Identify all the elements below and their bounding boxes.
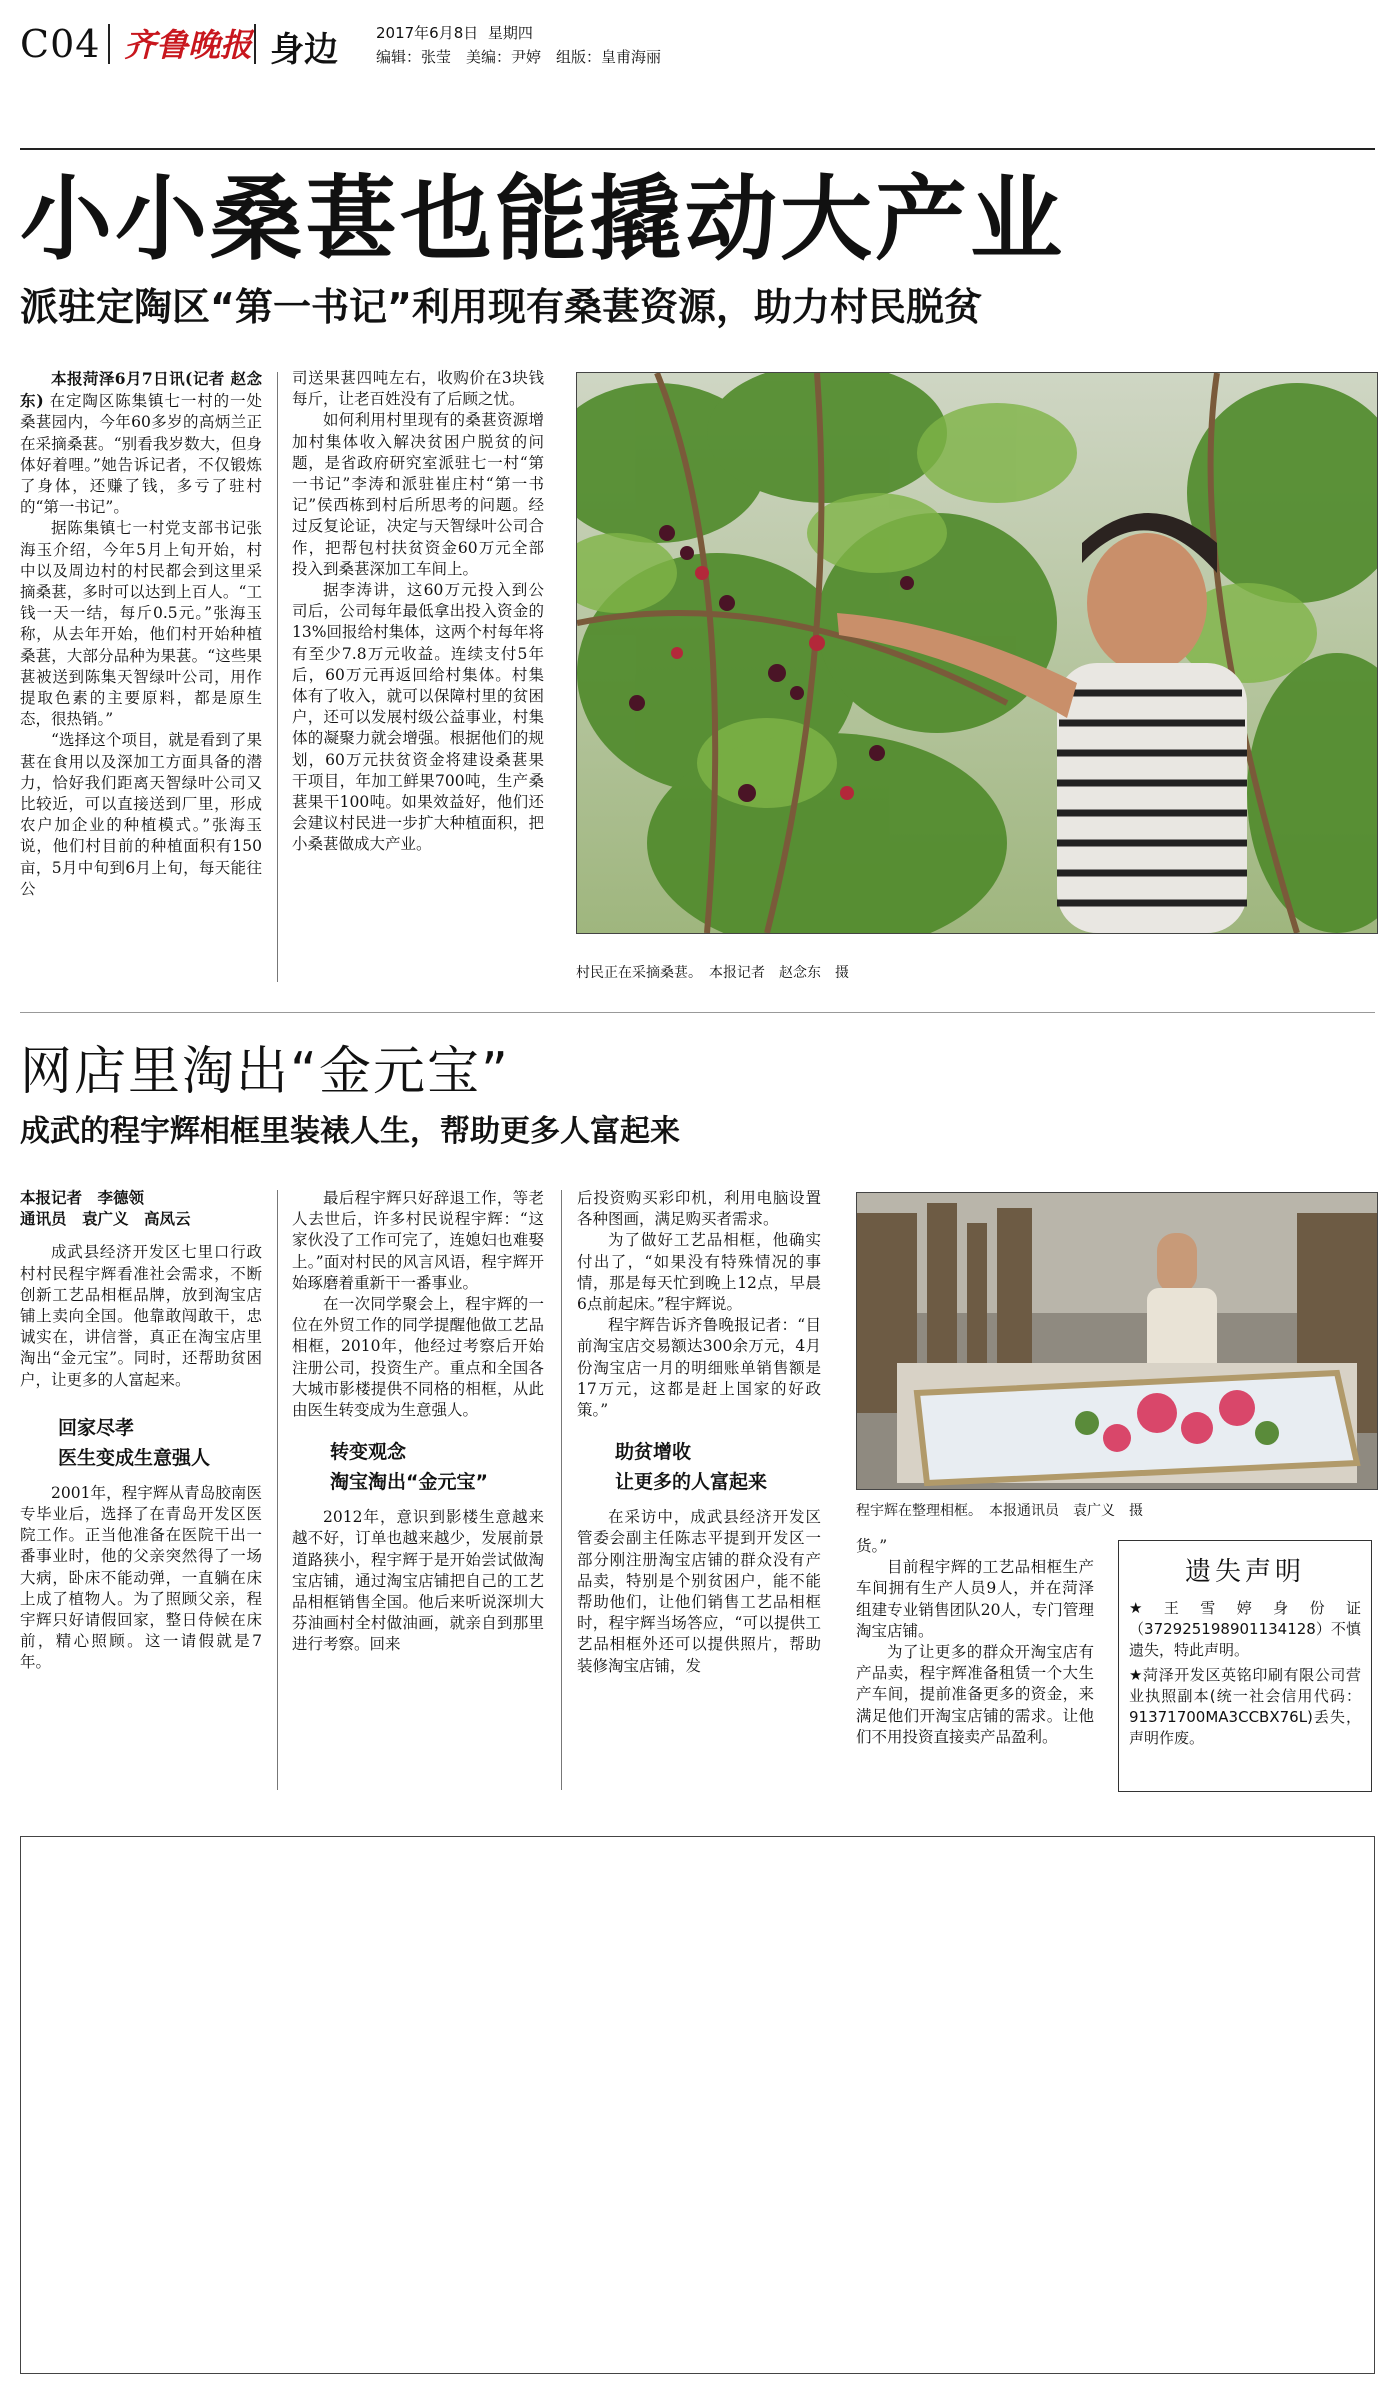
paper-logo: 齐鲁晚报 — [124, 26, 253, 64]
article1-para: 据李涛讲，这60万元投入到公司后，公司每年最低拿出投入资金的13%回报给村集体，这两个村每年将有至少7.8万元收益。连续支付5年后，60万元再返回给村集体。村集体有了收入，就可以保障村里的贫困户，还可以发展村级公益事业，村集体的凝聚力就会增强。根据他们的规划，60万元扶贫资金将建设桑葚果干项目，年加工鲜果700吨，生产桑葚果干100吨。如果效益好，他们还会建议村民进一步扩大种植面积，把小桑葚做成大产业。 — [292, 581, 544, 854]
page-number: C04 — [20, 22, 101, 66]
blank-ad-area — [20, 1836, 1375, 2374]
section1-subtitle: 医生变成生意强人 — [58, 1446, 211, 1469]
article1-para: 据陈集镇七一村党支部书记张海玉介绍，今年5月上旬开始，村中以及周边村的村民都会到这里采摘桑葚，多时可以达到上百人。“工钱一天一结，每斤0.5元。”张海玉称，从去年开始，他们村开始种植桑葚，大部分品种为果葚。“这些果葚被送到陈集天智绿叶公司，用作提取色素的主要原料，都是原生态，很热销。” — [20, 519, 262, 729]
article2-para: 后投资购买彩印机，利用电脑设置各种图画，满足购买者需求。 — [577, 1189, 821, 1229]
issue-date — [376, 22, 533, 43]
frame-workshop-photo-caption: 程宇辉在整理相框。 本报通讯员 袁广义 摄 — [856, 1503, 1143, 1519]
article1-para: 司送果葚四吨左右，收购价在3块钱每斤，让老百姓没有了后顾之忧。 — [292, 369, 544, 409]
byline-reporter: 本报记者 李德领 — [20, 1189, 145, 1207]
article2-para: 程宇辉告诉齐鲁晚报记者：“目前淘宝店交易额达300余万元，4月份淘宝店一月的明细账单销售额是17万元，这都是赶上国家的好政策。” — [577, 1316, 821, 1420]
article2-col2 — [292, 1188, 544, 1656]
section1-title: 回家尽孝 — [58, 1416, 135, 1439]
column-rule — [277, 372, 278, 982]
dateline: 本报菏泽6月7日讯(记者 赵念东) — [20, 369, 262, 411]
article1-col2 — [292, 368, 544, 856]
article1-para: 如何利用村里现有的桑葚资源增加村集体收入解决贫困户脱贫的问题，是省政府研究室派驻七一村“第一书记”李涛和派驻崔庄村“第一书记”侯西栋到村后所思考的问题。经过反复论证，决定与天智绿叶公司合作，把帮包村扶贫资金60万元全部投入到桑葚深加工车间上。 — [292, 411, 544, 578]
article2-para: 最后程宇辉只好辞退工作，等老人去世后，许多村民说程宇辉：“这家伙没了工作可完了，连媳妇也难娶上。”面对村民的风言风语，程宇辉开始琢磨着重新干一番事业。 — [292, 1189, 544, 1292]
frame-workshop-photo — [856, 1192, 1378, 1490]
article2-para: 货。” — [856, 1537, 888, 1555]
article2-col1 — [20, 1188, 262, 1674]
article-separator — [20, 1012, 1375, 1013]
weekday-text: 星期四 — [487, 24, 533, 42]
article2-para: 为了做好工艺品相框，他确实付出了，“如果没有特殊情况的事情，那是每天忙到晚上12点，早晨6点前起床。”程宇辉说。 — [577, 1231, 821, 1314]
header-rule — [20, 148, 1375, 150]
article1-para: “选择这个项目，就是看到了果葚在食用以及深加工方面具备的潜力，恰好我们距离天智绿叶公司又比较近，可以直接送到厂里，形成农户加企业的种植模式。”张海玉说，他们村目前的种植面积有150亩，5月中旬到6月上旬，每天能往公 — [20, 731, 262, 898]
article1-headline: 小小桑葚也能撬动大产业 — [20, 166, 1066, 273]
article2-subheadline: 成武的程宇辉相框里装裱人生，帮助更多人富起来 — [20, 1114, 680, 1149]
section1-text: 2001年，程宇辉从青岛胶南医专毕业后，选择了在青岛开发区医院工作。正当他准备在医院干出一番事业时，他的父亲突然得了一场大病，卧床不能动弹，一直躺在床上成了植物人。为了照顾父亲，程宇辉只好请假回家，整日侍候在床前，精心照顾。这一请假就是7年。 — [20, 1483, 262, 1672]
section3-title: 助贫增收 — [615, 1441, 692, 1464]
masthead-divider-2 — [254, 24, 256, 64]
column-rule — [561, 1190, 562, 1790]
editor-credits: 编辑：张莹 美编：尹婷 组版：皇甫海丽 — [376, 48, 662, 66]
section-name: 身边 — [270, 30, 338, 70]
section2-title: 转变观念 — [330, 1441, 407, 1464]
article2-intro: 成武县经济开发区七里口行政村村民程宇辉看准社会需求，不断创新工艺品相框品牌，放到淘宝店铺上卖向全国。他靠敢闯敢干，忠诚实在，讲信誉，真正在淘宝店里淘出“金元宝”。同时，还帮助贫困户，让更多的人富起来。 — [20, 1243, 262, 1389]
section2-text: 2012年，意识到影楼生意越来越不好，订单也越来越少，发展前景道路狭小，程宇辉于是开始尝试做淘宝店铺，通过淘宝店铺把自己的工艺品相框销售全国。他后来听说深圳大芬油画村全村做油画，就亲自到那里进行考察。回来 — [292, 1508, 544, 1654]
article2-para: 在一次同学聚会上，程宇辉的一位在外贸工作的同学提醒他做工艺品相框，2010年，他经过考察后开始注册公司，投资生产。重点和全国各大城市影楼提供不同格的相框，从此由医生转变成为生意强人。 — [292, 1295, 544, 1420]
article2-para: 目前程宇辉的工艺品相框生产车间拥有生产人员9人，并在菏泽组建专业销售团队20人，专门管理淘宝店铺。 — [856, 1558, 1094, 1640]
lost-notice-item: ★菏泽开发区英铭印刷有限公司营业执照副本(统一社会信用代码：91371700MA3CCBX76L)丢失，声明作废。 — [1129, 1666, 1361, 1747]
mulberry-photo-caption: 村民正在采摘桑葚。 本报记者 赵念东 摄 — [576, 965, 849, 981]
article2-para: 为了让更多的群众开淘宝店有产品卖，程宇辉准备租赁一个大生产车间，提前准备更多的资金，来满足他们开淘宝店铺的需求。让他们不用投资直接卖产品盈利。 — [856, 1643, 1094, 1746]
article2-col3 — [577, 1188, 821, 1677]
lost-notice-title: 遗失声明 — [1184, 1557, 1305, 1587]
frame-workshop-photo-art — [857, 1193, 1377, 1489]
section2-subtitle: 淘宝淘出“金元宝” — [330, 1471, 488, 1494]
byline-correspondent: 通讯员 袁广义 高凤云 — [20, 1210, 191, 1229]
article1-para: 本报菏泽6月7日讯(记者 赵念东) 在定陶区陈集镇七一村的一处桑葚园内，今年60多岁的高炳兰正在采摘桑葚。“别看我岁数大，但身体好着哩。”她告诉记者，不仅锻炼了身体，还赚了钱，多亏了驻村的“第一书记”。 — [20, 369, 262, 517]
date-text: 2017年6月8日 — [376, 24, 479, 42]
masthead-divider-1 — [108, 24, 110, 64]
section3-text: 在采访中，成武县经济开发区管委会副主任陈志平提到开发区一部分刚注册淘宝店铺的群众没有产品卖，特别是个别贫困户，能不能帮助他们，让他们销售工艺品相框时，程宇辉当场答应，“可以提供工艺品相框外还可以提供照片，帮助装修淘宝店铺，发 — [577, 1508, 821, 1675]
mulberry-photo — [576, 372, 1378, 934]
article1-col1 — [20, 368, 262, 900]
mulberry-photo-art — [577, 373, 1377, 933]
lost-notice-item: ★王雪婷身份证（372925198901134128）不慎遗失，特此声明。 — [1129, 1599, 1361, 1659]
lost-notice-box — [1118, 1540, 1372, 1792]
column-rule — [277, 1190, 278, 1790]
article1-subheadline: 派驻定陶区“第一书记”利用现有桑葚资源，助力村民脱贫 — [20, 285, 982, 329]
article2-headline: 网店里淘出“金元宝” — [20, 1042, 510, 1102]
article2-col4 — [856, 1536, 1094, 1748]
section3-subtitle: 让更多的人富起来 — [615, 1471, 768, 1494]
